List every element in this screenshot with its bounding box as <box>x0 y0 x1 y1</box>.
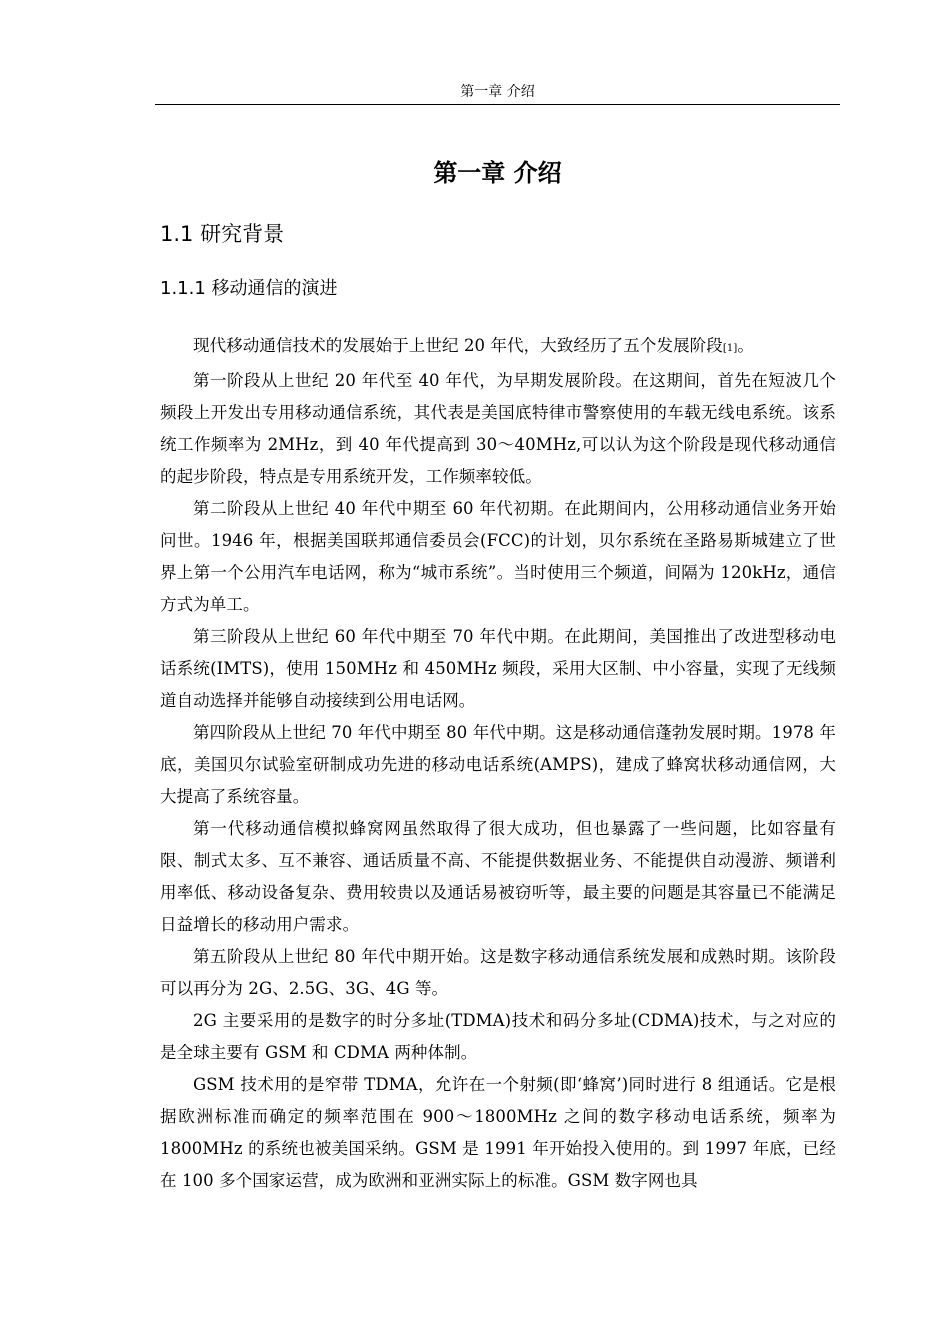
paragraph: 第一代移动通信模拟蜂窝网虽然取得了很大成功，但也暴露了一些问题，比如容量有限、制式太多、互不兼容、通话质量不高、不能提供数据业务、不能提供自动漫游、频谱利用率低、移动设备复杂、费用较贵以及通话易被窃听等，最主要的问题是其容量已不能满足日益增长的移动用户需求。 <box>160 819 836 934</box>
paragraph: 第四阶段从上世纪 70 年代中期至 80 年代中期。这是移动通信蓬勃发展时期。1978 年底，美国贝尔试验室研制成功先进的移动电话系统(AMPS)，建成了蜂窝状移动通信网，大大提高了系统容量。 <box>160 723 836 806</box>
chapter-title: 第一章 介绍 <box>433 159 562 187</box>
paragraph: 第三阶段从上世纪 60 年代中期至 70 年代中期。在此期间，美国推出了改进型移动电话系统(IMTS)，使用 150MHz 和 450MHz 频段，采用大区制、中小容量，实现了无线频道自动选择并能够自动接续到公用电话网。 <box>160 627 836 710</box>
section-heading: 1.1 研究背景 <box>160 222 285 246</box>
paragraph: 第二阶段从上世纪 40 年代中期至 60 年代初期。在此期间内，公用移动通信业务开始问世。1946 年，根据美国联邦通信委员会(FCC)的计划，贝尔系统在圣路易斯城建立了世界上第一个公用汽车电话网，称为“城市系统”。当时使用三个频道，间隔为 120kHz，通信方式为单工。 <box>160 499 836 614</box>
header-rule <box>155 104 840 105</box>
citation-marker[interactable]: [1] <box>722 343 738 354</box>
paragraph: 2G 主要采用的是数字的时分多址(TDMA)技术和码分多址(CDMA)技术，与之对应的是全球主要有 GSM 和 CDMA 两种体制。 <box>160 1011 836 1062</box>
body-text <box>160 330 836 1197</box>
paragraph: GSM 技术用的是窄带 TDMA，允许在一个射频(即‘蜂窝’)同时进行 8 组通话。它是根据欧洲标准而确定的频率范围在 900～1800MHz 之间的数字移动电话系统，频率为 1800MHz 的系统也被美国采纳。GSM 是 1991 年开始投入使用的。到 1997 年底，已经在 100 多个国家运营，成为欧洲和亚洲实际上的标准。GSM 数字网也具 <box>160 1075 836 1190</box>
subsection-heading: 1.1.1 移动通信的演进 <box>160 278 338 299</box>
paragraph <box>160 330 836 365</box>
running-header: 第一章 介绍 <box>460 84 535 100</box>
paragraph: 第一阶段从上世纪 20 年代至 40 年代，为早期发展阶段。在这期间，首先在短波几个频段上开发出专用移动通信系统，其代表是美国底特律市警察使用的车载无线电系统。该系统工作频率为 2MHz，到 40 年代提高到 30～40MHz,可以认为这个阶段是现代移动通信的起步阶段，特点是专用系统开发，工作频率较低。 <box>160 371 836 486</box>
paragraph-end: 。 <box>737 336 754 355</box>
paragraph-text: 现代移动通信技术的发展始于上世纪 20 年代，大致经历了五个发展阶段 <box>193 336 723 355</box>
paragraph: 第五阶段从上世纪 80 年代中期开始。这是数字移动通信系统发展和成熟时期。该阶段可以再分为 2G、2.5G、3G、4G 等。 <box>160 947 836 998</box>
